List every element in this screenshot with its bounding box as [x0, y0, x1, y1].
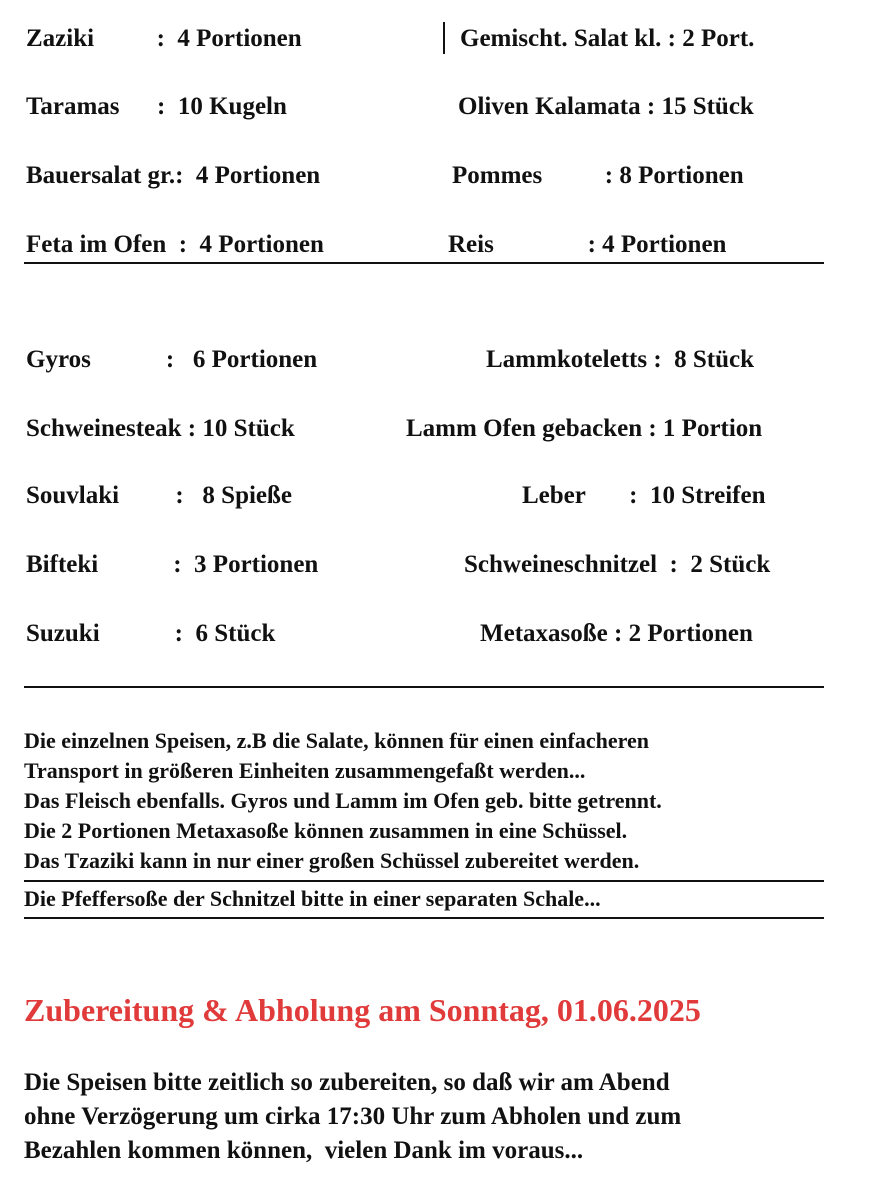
order-item: Schweineschnitzel : 2 Stück: [464, 551, 771, 578]
order-item: Lamm Ofen gebacken : 1 Portion: [406, 415, 763, 442]
section-divider: [24, 686, 824, 688]
closing-line: Die Speisen bitte zeitlich so zubereiten, so daß wir am Abend: [24, 1069, 670, 1096]
order-item: Suzuki : 6 Stück: [26, 620, 276, 647]
order-item: Gemischt. Salat kl. : 2 Port.: [460, 25, 755, 52]
order-item: Bifteki : 3 Portionen: [26, 551, 319, 578]
note-line: Das Tzaziki kann in nur einer großen Schüssel zubereitet werden.: [24, 848, 640, 873]
order-item: Metaxasoße : 2 Portionen: [480, 620, 753, 647]
note-line: Transport in größeren Einheiten zusammengefaßt werden...: [24, 758, 586, 783]
note-line: Die 2 Portionen Metaxasoße können zusammen in eine Schüssel.: [24, 818, 628, 843]
order-item: Feta im Ofen : 4 Portionen: [26, 231, 324, 258]
note-line: Die einzelnen Speisen, z.B die Salate, können für einen einfacheren: [24, 728, 649, 753]
pickup-headline: Zubereitung & Abholung am Sonntag, 01.06.2025: [24, 992, 701, 1028]
order-item: Leber : 10 Streifen: [522, 482, 766, 509]
order-item: Zaziki : 4 Portionen: [26, 25, 302, 52]
note-line-boxed: Die Pfeffersoße der Schnitzel bitte in einer separaten Schale...: [24, 886, 601, 911]
order-item: Bauersalat gr.: 4 Portionen: [26, 162, 321, 189]
note-divider: [24, 917, 824, 919]
order-item: Oliven Kalamata : 15 Stück: [458, 93, 754, 120]
closing-line: Bezahlen kommen können, vielen Dank im voraus...: [24, 1137, 584, 1164]
order-item: Pommes : 8 Portionen: [452, 162, 744, 189]
section-divider: [24, 262, 824, 264]
note-line: Das Fleisch ebenfalls. Gyros und Lamm im Ofen geb. bitte getrennt.: [24, 788, 662, 813]
column-divider: [443, 22, 445, 54]
order-item: Lammkoteletts : 8 Stück: [486, 346, 755, 373]
order-item: Schweinesteak : 10 Stück: [26, 415, 295, 442]
note-divider: [24, 880, 824, 882]
order-item: Taramas : 10 Kugeln: [26, 93, 287, 120]
closing-line: ohne Verzögerung um cirka 17:30 Uhr zum Abholen und zum: [24, 1103, 682, 1130]
order-item: Souvlaki : 8 Spieße: [26, 482, 293, 509]
order-item: Gyros : 6 Portionen: [26, 346, 318, 373]
order-item: Reis : 4 Portionen: [448, 231, 727, 258]
